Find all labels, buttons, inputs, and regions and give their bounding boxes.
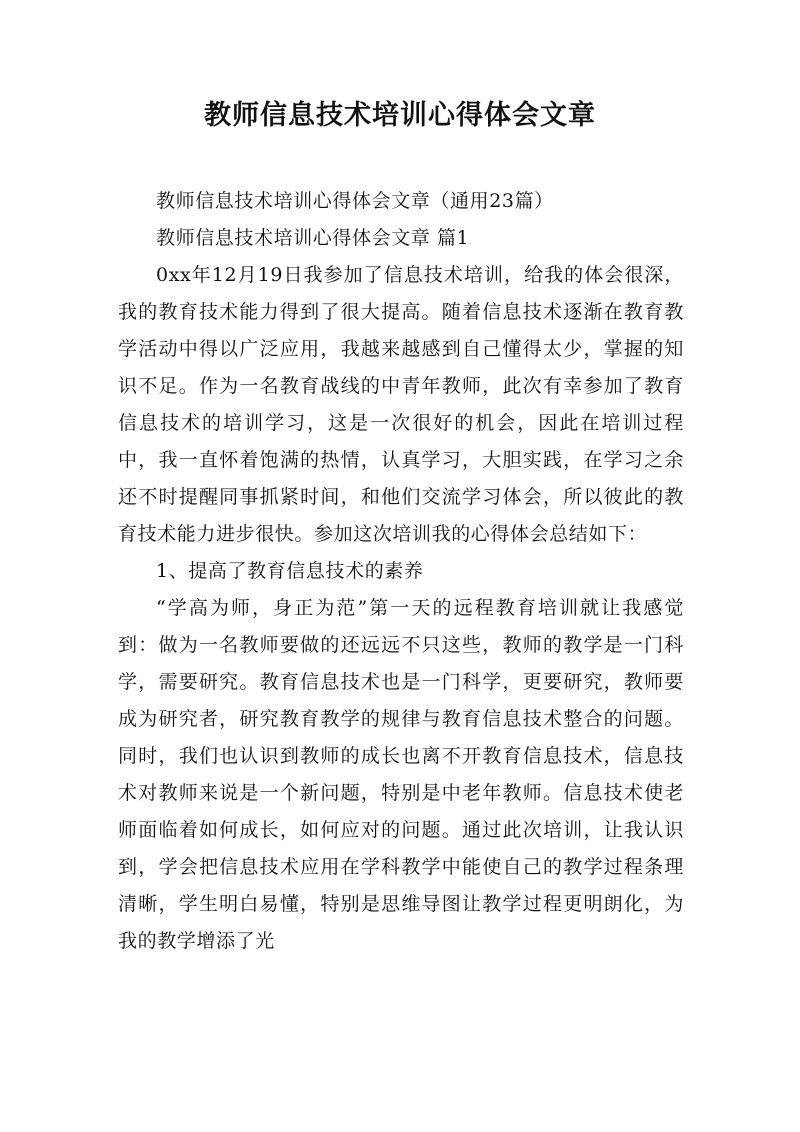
numbered-heading: 1、提高了教育信息技术的素养 <box>156 560 424 582</box>
body-paragraph: 0xx年12月19日我参加了信息技术培训，给我的体会很深，我的教育技术能力得到了很大提高。随着信息技术逐渐在教育教学活动中得以广泛应用，我越来越感到自己懂得太少，掌握的知识不足。作为一名教育战线的中青年教师，此次有幸参加了教育信息技术的培训学习，这是一次很好的机会，因此在培训过程中，我一直怀着饱满的热情，认真学习，大胆实践，在学习之余还不时提醒同事抓紧时间，和他们交流学习体会，所以彼此的教育技术能力进步很快。参加这次培训我的心得体会总结如下： <box>118 264 684 545</box>
section-heading: 教师信息技术培训心得体会文章 篇1 <box>156 227 470 249</box>
document-subtitle: 教师信息技术培训心得体会文章（通用23篇） <box>156 190 554 212</box>
document-body <box>118 183 684 960</box>
body-paragraph: “学高为师，身正为范”第一天的远程教育培训就让我感觉到：做为一名教师要做的还远远不只这些，教师的教学是一门科学，需要研究。教育信息技术也是一门科学，更要研究，教师要成为研究者，研究教育教学的规律与教育信息技术整合的问题。同时，我们也认识到教师的成长也离不开教育信息技术，信息技术对教师来说是一个新问题，特别是中老年教师。信息技术使老师面临着如何成长，如何应对的问题。通过此次培训，让我认识到，学会把信息技术应用在学科教学中能使自己的教学过程条理清晰，学生明白易懂，特别是思维导图让教学过程更明朗化，为我的教学增添了光 <box>118 597 684 952</box>
document-title: 教师信息技术培训心得体会文章 <box>204 100 596 131</box>
